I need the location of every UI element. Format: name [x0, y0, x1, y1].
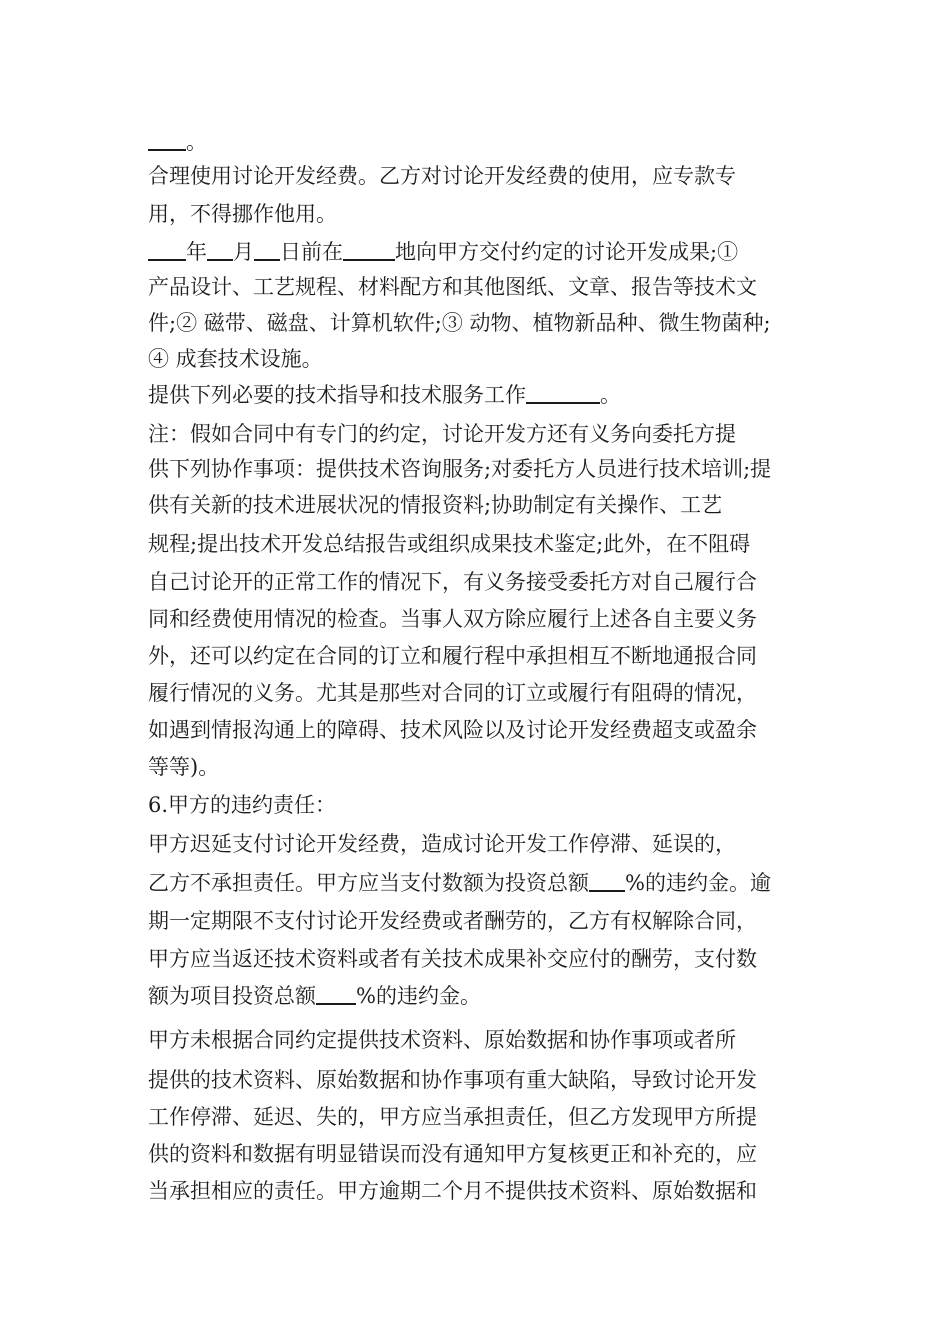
text-line — [148, 451, 808, 487]
text-line — [148, 269, 808, 305]
text-span: 工作停滞、延迟、失的，甲方应当承担责任，但乙方发现甲方所提 — [148, 1105, 757, 1129]
text-line — [148, 124, 808, 160]
text-line — [148, 564, 808, 600]
text-line — [148, 377, 808, 413]
text-line — [148, 305, 808, 341]
text-line — [148, 1022, 808, 1058]
text-line — [148, 675, 808, 711]
text-span: 当承担相应的责任。甲方逾期二个月不提供技术资料、原始数据和 — [148, 1179, 757, 1203]
text-span: 6.甲方的违约责任： — [148, 793, 337, 817]
text-span: 甲方应当返还技术资料或者有关技术成果补交应付的酬劳，支付数 — [148, 947, 757, 971]
text-line — [148, 341, 808, 377]
text-span: 日前在 — [280, 240, 343, 264]
fill-in-blank — [148, 239, 186, 261]
fill-in-blank — [589, 870, 625, 892]
text-span: 提供的技术资料、原始数据和协作事项有重大缺陷，导致讨论开发 — [148, 1068, 757, 1092]
text-line — [148, 234, 808, 270]
text-line — [148, 601, 808, 637]
text-span: 。 — [600, 383, 621, 407]
text-span: 同和经费使用情况的检查。当事人双方除应履行上述各自主要义务 — [148, 607, 757, 631]
text-span: 期一定期限不支付讨论开发经费或者酬劳的，乙方有权解除合同， — [148, 909, 757, 933]
text-line — [148, 712, 808, 748]
text-line — [148, 978, 808, 1014]
text-line — [148, 1099, 808, 1135]
text-span: ④ 成套技术设施。 — [148, 347, 323, 371]
text-span: 履行情况的义务。尤其是那些对合同的订立或履行有阻碍的情况， — [148, 681, 757, 705]
text-span: 供有关新的技术进展状况的情报资料;协助制定有关操作、工艺 — [148, 493, 723, 517]
fill-in-blank — [316, 983, 356, 1005]
text-span: 甲方未根据合同约定提供技术资料、原始数据和协作事项或者所 — [148, 1028, 736, 1052]
text-span: 合理使用讨论开发经费。乙方对讨论开发经费的使用，应专款专 — [148, 164, 736, 188]
text-span: 。 — [186, 130, 207, 154]
text-span: 规程;提出技术开发总结报告或组织成果技术鉴定;此外，在不阻碍 — [148, 532, 751, 556]
text-line — [148, 158, 808, 194]
text-line — [148, 749, 808, 785]
text-line — [148, 903, 808, 939]
text-span: 自己讨论开的正常工作的情况下，有义务接受委托方对自己履行合 — [148, 570, 757, 594]
text-span: 供的资料和数据有明显错误而没有通知甲方复核更正和补充的，应 — [148, 1142, 757, 1166]
text-span: 注：假如合同中有专门的约定，讨论开发方还有义务向委托方提 — [148, 422, 736, 446]
fill-in-blank — [526, 382, 600, 404]
text-span: 供下列协作事项：提供技术咨询服务;对委托方人员进行技术培训;提 — [148, 457, 772, 481]
text-line — [148, 1173, 808, 1209]
text-line — [148, 487, 808, 523]
text-span: 等等)。 — [148, 755, 220, 779]
text-span: 用，不得挪作他用。 — [148, 202, 337, 226]
text-line — [148, 826, 808, 862]
text-line — [148, 1062, 808, 1098]
text-span: 件;② 磁带、磁盘、计算机软件;③ 动物、植物新品种、微生物菌种; — [148, 311, 771, 335]
fill-in-blank — [148, 129, 186, 151]
text-line — [148, 787, 808, 823]
text-span: 乙方不承担责任。甲方应当支付数额为投资总额 — [148, 871, 589, 895]
text-span: 如遇到情报沟通上的障碍、技术风险以及讨论开发经费超支或盈余 — [148, 718, 757, 742]
text-span: 甲方迟延支付讨论开发经费，造成讨论开发工作停滞、延误的， — [148, 832, 736, 856]
text-line — [148, 196, 808, 232]
text-line — [148, 416, 808, 452]
text-span: 外，还可以约定在合同的订立和履行程中承担相互不断地通报合同 — [148, 644, 757, 668]
text-line — [148, 638, 808, 674]
fill-in-blank — [343, 239, 395, 261]
text-span: 额为项目投资总额 — [148, 984, 316, 1008]
text-line — [148, 526, 808, 562]
text-span: 月 — [233, 240, 254, 264]
text-span: %的违约金。逾 — [625, 871, 771, 895]
text-line — [148, 941, 808, 977]
text-line — [148, 865, 808, 901]
text-span: 地向甲方交付约定的讨论开发成果;① — [395, 240, 739, 264]
text-span: 年 — [186, 240, 207, 264]
text-span: 提供下列必要的技术指导和技术服务工作 — [148, 383, 526, 407]
text-line — [148, 1136, 808, 1172]
text-span: %的违约金。 — [356, 984, 481, 1008]
fill-in-blank — [254, 239, 280, 261]
fill-in-blank — [207, 239, 233, 261]
text-span: 产品设计、工艺规程、材料配方和其他图纸、文章、报告等技术文 — [148, 275, 757, 299]
